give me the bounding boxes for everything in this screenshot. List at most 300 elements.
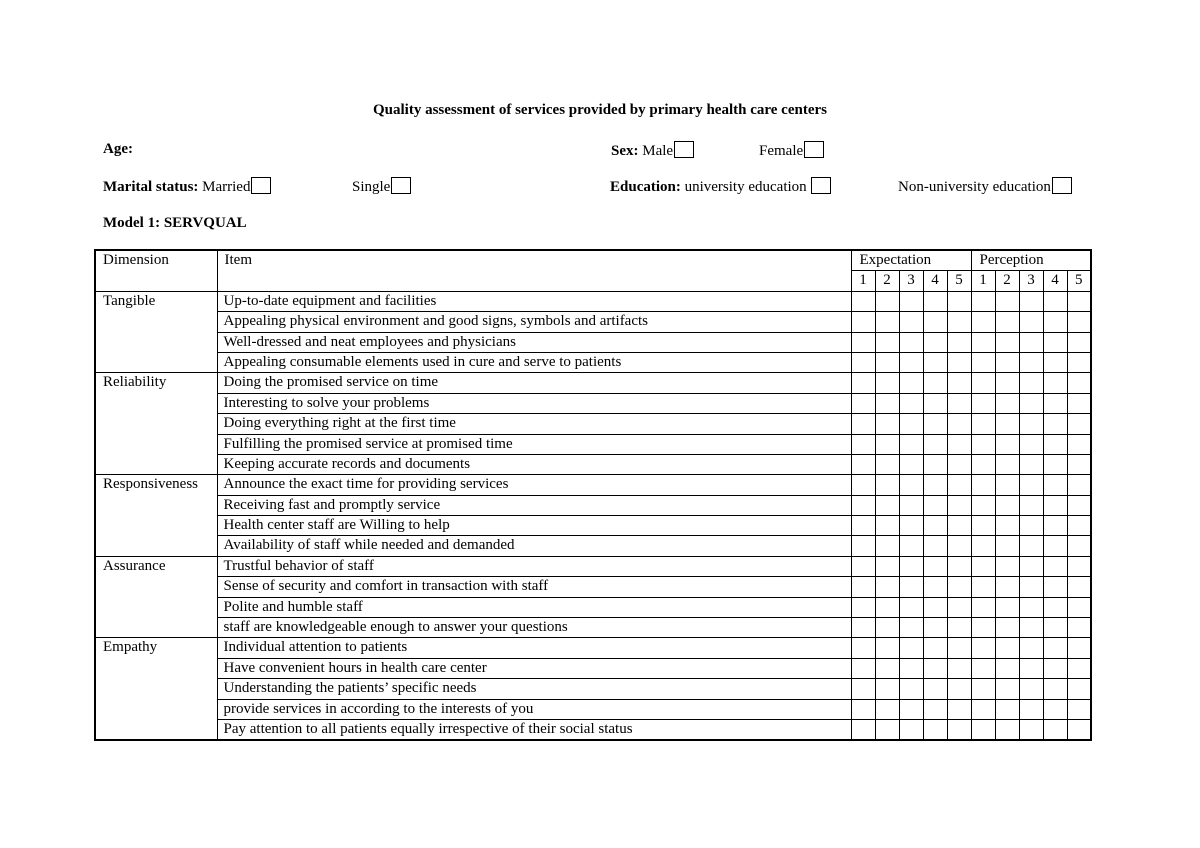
expectation-rating-cell[interactable] <box>899 414 923 434</box>
perception-rating-cell[interactable] <box>1043 516 1067 536</box>
perception-rating-cell[interactable] <box>1019 719 1043 740</box>
perception-scale-5: 5 <box>1067 271 1091 291</box>
expectation-rating-cell[interactable] <box>851 475 875 495</box>
expectation-rating-cell[interactable] <box>947 618 971 638</box>
perception-rating-cell[interactable] <box>971 719 995 740</box>
perception-rating-cell[interactable] <box>1019 291 1043 311</box>
item-cell: Doing the promised service on time <box>217 373 851 393</box>
expectation-rating-cell[interactable] <box>875 597 899 617</box>
perception-rating-cell[interactable] <box>1019 454 1043 474</box>
expectation-rating-cell[interactable] <box>899 332 923 352</box>
expectation-rating-cell[interactable] <box>875 312 899 332</box>
perception-rating-cell[interactable] <box>1043 291 1067 311</box>
expectation-rating-cell[interactable] <box>851 393 875 413</box>
expectation-rating-cell[interactable] <box>899 577 923 597</box>
expectation-rating-cell[interactable] <box>851 577 875 597</box>
perception-rating-cell[interactable] <box>971 638 995 658</box>
expectation-rating-cell[interactable] <box>851 597 875 617</box>
perception-rating-cell[interactable] <box>1019 536 1043 556</box>
item-cell: Doing everything right at the first time <box>217 414 851 434</box>
expectation-rating-cell[interactable] <box>899 658 923 678</box>
expectation-rating-cell[interactable] <box>923 495 947 515</box>
perception-rating-cell[interactable] <box>971 352 995 372</box>
perception-rating-cell[interactable] <box>1019 332 1043 352</box>
expectation-rating-cell[interactable] <box>875 495 899 515</box>
expectation-rating-cell[interactable] <box>923 352 947 372</box>
expectation-rating-cell[interactable] <box>923 312 947 332</box>
expectation-rating-cell[interactable] <box>947 475 971 495</box>
expectation-rating-cell[interactable] <box>851 556 875 576</box>
university-checkbox[interactable] <box>811 177 831 194</box>
sex-field <box>611 141 694 160</box>
perception-rating-cell[interactable] <box>995 597 1019 617</box>
expectation-rating-cell[interactable] <box>947 556 971 576</box>
expectation-rating-cell[interactable] <box>899 312 923 332</box>
expectation-rating-cell[interactable] <box>947 312 971 332</box>
expectation-rating-cell[interactable] <box>875 638 899 658</box>
expectation-rating-cell[interactable] <box>875 475 899 495</box>
perception-rating-cell[interactable] <box>1067 516 1091 536</box>
expectation-rating-cell[interactable] <box>947 679 971 699</box>
expectation-rating-cell[interactable] <box>851 699 875 719</box>
perception-rating-cell[interactable] <box>1043 475 1067 495</box>
perception-rating-cell[interactable] <box>971 475 995 495</box>
perception-rating-cell[interactable] <box>1067 577 1091 597</box>
perception-rating-cell[interactable] <box>1019 495 1043 515</box>
perception-rating-cell[interactable] <box>1019 556 1043 576</box>
perception-rating-cell[interactable] <box>1067 719 1091 740</box>
perception-scale-2: 2 <box>995 271 1019 291</box>
perception-rating-cell[interactable] <box>1067 699 1091 719</box>
married-label: Married <box>202 179 251 195</box>
perception-rating-cell[interactable] <box>1043 414 1067 434</box>
expectation-rating-cell[interactable] <box>923 414 947 434</box>
single-checkbox[interactable] <box>391 177 411 194</box>
expectation-scale-4: 4 <box>923 271 947 291</box>
expectation-rating-cell[interactable] <box>923 699 947 719</box>
perception-rating-cell[interactable] <box>971 414 995 434</box>
perception-rating-cell[interactable] <box>1067 618 1091 638</box>
expectation-scale-2: 2 <box>875 271 899 291</box>
table-row <box>95 434 1091 454</box>
female-label: Female <box>759 143 804 159</box>
perception-rating-cell[interactable] <box>1043 658 1067 678</box>
perception-rating-cell[interactable] <box>971 312 995 332</box>
perception-scale-1: 1 <box>971 271 995 291</box>
perception-rating-cell[interactable] <box>1043 495 1067 515</box>
perception-rating-cell[interactable] <box>1067 495 1091 515</box>
page-title: Quality assessment of services provided by primary health care centers <box>373 102 827 118</box>
perception-rating-cell[interactable] <box>995 434 1019 454</box>
expectation-scale-3: 3 <box>899 271 923 291</box>
perception-rating-cell[interactable] <box>1019 312 1043 332</box>
expectation-rating-cell[interactable] <box>899 638 923 658</box>
expectation-rating-cell[interactable] <box>947 332 971 352</box>
perception-rating-cell[interactable] <box>1067 312 1091 332</box>
item-cell: Understanding the patients’ specific needs <box>217 679 851 699</box>
perception-rating-cell[interactable] <box>1043 373 1067 393</box>
perception-rating-cell[interactable] <box>1019 577 1043 597</box>
expectation-rating-cell[interactable] <box>923 556 947 576</box>
perception-rating-cell[interactable] <box>971 679 995 699</box>
perception-rating-cell[interactable] <box>995 618 1019 638</box>
perception-rating-cell[interactable] <box>1067 679 1091 699</box>
perception-rating-cell[interactable] <box>971 393 995 413</box>
perception-rating-cell[interactable] <box>995 638 1019 658</box>
perception-rating-cell[interactable] <box>995 332 1019 352</box>
expectation-rating-cell[interactable] <box>899 434 923 454</box>
perception-rating-cell[interactable] <box>1043 312 1067 332</box>
expectation-rating-cell[interactable] <box>851 434 875 454</box>
expectation-rating-cell[interactable] <box>947 516 971 536</box>
perception-rating-cell[interactable] <box>1067 332 1091 352</box>
expectation-rating-cell[interactable] <box>899 618 923 638</box>
expectation-rating-cell[interactable] <box>875 556 899 576</box>
table-row <box>95 454 1091 474</box>
table-row <box>95 495 1091 515</box>
dimension-cell: Tangible <box>95 291 217 373</box>
table-row <box>95 475 1091 495</box>
table-row <box>95 291 1091 311</box>
item-cell: Appealing physical environment and good signs, symbols and artifacts <box>217 312 851 332</box>
expectation-scale-5: 5 <box>947 271 971 291</box>
perception-rating-cell[interactable] <box>995 352 1019 372</box>
perception-rating-cell[interactable] <box>1067 597 1091 617</box>
table-row <box>95 393 1091 413</box>
perception-rating-cell[interactable] <box>971 536 995 556</box>
perception-rating-cell[interactable] <box>995 393 1019 413</box>
table-row <box>95 638 1091 658</box>
item-cell: Keeping accurate records and documents <box>217 454 851 474</box>
item-cell: Polite and humble staff <box>217 597 851 617</box>
perception-rating-cell[interactable] <box>1067 454 1091 474</box>
expectation-rating-cell[interactable] <box>899 679 923 699</box>
expectation-rating-cell[interactable] <box>875 699 899 719</box>
expectation-rating-cell[interactable] <box>923 719 947 740</box>
perception-rating-cell[interactable] <box>1067 352 1091 372</box>
expectation-rating-cell[interactable] <box>923 597 947 617</box>
perception-rating-cell[interactable] <box>971 332 995 352</box>
expectation-rating-cell[interactable] <box>947 393 971 413</box>
perception-scale-4: 4 <box>1043 271 1067 291</box>
expectation-rating-cell[interactable] <box>851 352 875 372</box>
perception-rating-cell[interactable] <box>971 516 995 536</box>
perception-rating-cell[interactable] <box>1043 332 1067 352</box>
table-row <box>95 536 1091 556</box>
item-cell: Have convenient hours in health care center <box>217 658 851 678</box>
perception-rating-cell[interactable] <box>995 679 1019 699</box>
expectation-header: Expectation <box>851 250 971 271</box>
expectation-rating-cell[interactable] <box>947 536 971 556</box>
perception-rating-cell[interactable] <box>1067 638 1091 658</box>
expectation-rating-cell[interactable] <box>851 638 875 658</box>
item-cell: Pay attention to all patients equally irrespective of their social status <box>217 719 851 740</box>
perception-rating-cell[interactable] <box>1043 719 1067 740</box>
expectation-rating-cell[interactable] <box>923 536 947 556</box>
perception-rating-cell[interactable] <box>1043 434 1067 454</box>
perception-rating-cell[interactable] <box>971 495 995 515</box>
expectation-rating-cell[interactable] <box>923 393 947 413</box>
expectation-rating-cell[interactable] <box>851 516 875 536</box>
expectation-rating-cell[interactable] <box>923 658 947 678</box>
expectation-rating-cell[interactable] <box>947 352 971 372</box>
perception-rating-cell[interactable] <box>995 475 1019 495</box>
education-label: Education: <box>610 179 681 195</box>
perception-rating-cell[interactable] <box>995 414 1019 434</box>
table-row <box>95 658 1091 678</box>
perception-rating-cell[interactable] <box>1067 393 1091 413</box>
expectation-rating-cell[interactable] <box>851 454 875 474</box>
table-row <box>95 679 1091 699</box>
expectation-rating-cell[interactable] <box>947 719 971 740</box>
expectation-rating-cell[interactable] <box>923 454 947 474</box>
expectation-rating-cell[interactable] <box>875 516 899 536</box>
expectation-rating-cell[interactable] <box>875 352 899 372</box>
perception-rating-cell[interactable] <box>1067 536 1091 556</box>
table-row <box>95 312 1091 332</box>
marital-field <box>103 177 271 196</box>
expectation-rating-cell[interactable] <box>851 536 875 556</box>
table-row <box>95 597 1091 617</box>
expectation-rating-cell[interactable] <box>851 618 875 638</box>
dimension-header: Dimension <box>95 250 217 291</box>
item-cell: Individual attention to patients <box>217 638 851 658</box>
single-label: Single <box>352 179 391 195</box>
expectation-rating-cell[interactable] <box>875 454 899 474</box>
perception-rating-cell[interactable] <box>1043 536 1067 556</box>
expectation-rating-cell[interactable] <box>947 495 971 515</box>
male-checkbox[interactable] <box>674 141 694 158</box>
expectation-rating-cell[interactable] <box>899 454 923 474</box>
perception-rating-cell[interactable] <box>1019 393 1043 413</box>
perception-rating-cell[interactable] <box>995 699 1019 719</box>
expectation-rating-cell[interactable] <box>899 699 923 719</box>
perception-rating-cell[interactable] <box>995 454 1019 474</box>
item-cell: Interesting to solve your problems <box>217 393 851 413</box>
expectation-rating-cell[interactable] <box>923 679 947 699</box>
perception-rating-cell[interactable] <box>971 597 995 617</box>
perception-rating-cell[interactable] <box>995 536 1019 556</box>
perception-rating-cell[interactable] <box>971 291 995 311</box>
expectation-rating-cell[interactable] <box>851 495 875 515</box>
expectation-rating-cell[interactable] <box>851 373 875 393</box>
education-field <box>610 177 831 196</box>
perception-rating-cell[interactable] <box>1043 454 1067 474</box>
expectation-rating-cell[interactable] <box>875 679 899 699</box>
female-field <box>759 141 824 160</box>
female-checkbox[interactable] <box>804 141 824 158</box>
expectation-rating-cell[interactable] <box>947 577 971 597</box>
perception-rating-cell[interactable] <box>995 658 1019 678</box>
expectation-rating-cell[interactable] <box>899 516 923 536</box>
table-row <box>95 618 1091 638</box>
expectation-rating-cell[interactable] <box>923 516 947 536</box>
perception-rating-cell[interactable] <box>995 719 1019 740</box>
perception-rating-cell[interactable] <box>1043 618 1067 638</box>
expectation-rating-cell[interactable] <box>923 332 947 352</box>
item-cell: Trustful behavior of staff <box>217 556 851 576</box>
expectation-rating-cell[interactable] <box>899 597 923 617</box>
table-row <box>95 719 1091 740</box>
expectation-rating-cell[interactable] <box>899 393 923 413</box>
expectation-rating-cell[interactable] <box>947 638 971 658</box>
table-row <box>95 516 1091 536</box>
perception-rating-cell[interactable] <box>1019 638 1043 658</box>
expectation-rating-cell[interactable] <box>899 291 923 311</box>
perception-rating-cell[interactable] <box>971 454 995 474</box>
perception-rating-cell[interactable] <box>1019 434 1043 454</box>
expectation-rating-cell[interactable] <box>851 291 875 311</box>
expectation-rating-cell[interactable] <box>923 291 947 311</box>
perception-rating-cell[interactable] <box>971 577 995 597</box>
table-row <box>95 577 1091 597</box>
perception-rating-cell[interactable] <box>1043 556 1067 576</box>
expectation-rating-cell[interactable] <box>947 597 971 617</box>
expectation-rating-cell[interactable] <box>875 434 899 454</box>
perception-rating-cell[interactable] <box>971 556 995 576</box>
expectation-rating-cell[interactable] <box>899 719 923 740</box>
dimension-cell: Assurance <box>95 556 217 638</box>
perception-rating-cell[interactable] <box>1067 414 1091 434</box>
married-checkbox[interactable] <box>251 177 271 194</box>
table-row <box>95 556 1091 576</box>
item-cell: Fulfilling the promised service at promised time <box>217 434 851 454</box>
expectation-rating-cell[interactable] <box>923 638 947 658</box>
perception-rating-cell[interactable] <box>1019 658 1043 678</box>
perception-rating-cell[interactable] <box>995 291 1019 311</box>
expectation-rating-cell[interactable] <box>947 658 971 678</box>
expectation-rating-cell[interactable] <box>947 434 971 454</box>
perception-rating-cell[interactable] <box>1043 679 1067 699</box>
expectation-rating-cell[interactable] <box>851 658 875 678</box>
perception-rating-cell[interactable] <box>995 556 1019 576</box>
perception-rating-cell[interactable] <box>995 312 1019 332</box>
male-label: Male <box>642 143 674 159</box>
expectation-rating-cell[interactable] <box>875 577 899 597</box>
expectation-rating-cell[interactable] <box>899 536 923 556</box>
item-cell: Health center staff are Willing to help <box>217 516 851 536</box>
perception-rating-cell[interactable] <box>971 618 995 638</box>
expectation-rating-cell[interactable] <box>923 618 947 638</box>
single-field <box>352 177 411 196</box>
table-row <box>95 332 1091 352</box>
perception-rating-cell[interactable] <box>1019 679 1043 699</box>
perception-rating-cell[interactable] <box>995 577 1019 597</box>
perception-rating-cell[interactable] <box>1019 618 1043 638</box>
expectation-rating-cell[interactable] <box>923 434 947 454</box>
age-label: Age: <box>103 141 133 157</box>
item-cell: Announce the exact time for providing services <box>217 475 851 495</box>
item-cell: provide services in according to the interests of you <box>217 699 851 719</box>
expectation-scale-1: 1 <box>851 271 875 291</box>
expectation-rating-cell[interactable] <box>875 658 899 678</box>
perception-rating-cell[interactable] <box>995 373 1019 393</box>
table-row <box>95 352 1091 372</box>
expectation-rating-cell[interactable] <box>947 414 971 434</box>
item-header: Item <box>217 250 851 291</box>
expectation-rating-cell[interactable] <box>875 618 899 638</box>
expectation-rating-cell[interactable] <box>923 475 947 495</box>
expectation-rating-cell[interactable] <box>947 454 971 474</box>
perception-rating-cell[interactable] <box>1067 373 1091 393</box>
perception-rating-cell[interactable] <box>1043 352 1067 372</box>
expectation-rating-cell[interactable] <box>899 373 923 393</box>
perception-rating-cell[interactable] <box>1043 577 1067 597</box>
expectation-rating-cell[interactable] <box>923 577 947 597</box>
item-cell: Up-to-date equipment and facilities <box>217 291 851 311</box>
expectation-rating-cell[interactable] <box>875 536 899 556</box>
expectation-rating-cell[interactable] <box>875 414 899 434</box>
dimension-cell: Empathy <box>95 638 217 740</box>
expectation-rating-cell[interactable] <box>899 556 923 576</box>
perception-rating-cell[interactable] <box>971 373 995 393</box>
perception-rating-cell[interactable] <box>1067 291 1091 311</box>
expectation-rating-cell[interactable] <box>851 414 875 434</box>
expectation-rating-cell[interactable] <box>851 332 875 352</box>
perception-rating-cell[interactable] <box>1067 434 1091 454</box>
perception-rating-cell[interactable] <box>1019 352 1043 372</box>
marital-label: Marital status: <box>103 179 199 195</box>
expectation-rating-cell[interactable] <box>875 393 899 413</box>
perception-rating-cell[interactable] <box>1043 597 1067 617</box>
expectation-rating-cell[interactable] <box>947 699 971 719</box>
dimension-cell: Responsiveness <box>95 475 217 557</box>
non-university-label: Non-university education <box>898 179 1051 195</box>
item-cell: Availability of staff while needed and demanded <box>217 536 851 556</box>
expectation-rating-cell[interactable] <box>923 373 947 393</box>
perception-scale-3: 3 <box>1019 271 1043 291</box>
expectation-rating-cell[interactable] <box>899 475 923 495</box>
table-row <box>95 414 1091 434</box>
perception-rating-cell[interactable] <box>1067 658 1091 678</box>
perception-rating-cell[interactable] <box>1043 393 1067 413</box>
perception-rating-cell[interactable] <box>1067 475 1091 495</box>
expectation-rating-cell[interactable] <box>875 719 899 740</box>
item-cell: staff are knowledgeable enough to answer your questions <box>217 618 851 638</box>
perception-rating-cell[interactable] <box>1019 699 1043 719</box>
perception-rating-cell[interactable] <box>1019 597 1043 617</box>
expectation-rating-cell[interactable] <box>851 312 875 332</box>
perception-rating-cell[interactable] <box>995 516 1019 536</box>
perception-rating-cell[interactable] <box>1043 699 1067 719</box>
item-cell: Well-dressed and neat employees and physicians <box>217 332 851 352</box>
perception-rating-cell[interactable] <box>971 699 995 719</box>
sex-label: Sex: <box>611 143 639 159</box>
model-title: Model 1: SERVQUAL <box>103 215 247 231</box>
table-row <box>95 699 1091 719</box>
expectation-rating-cell[interactable] <box>875 332 899 352</box>
expectation-rating-cell[interactable] <box>851 679 875 699</box>
expectation-rating-cell[interactable] <box>947 373 971 393</box>
non-university-checkbox[interactable] <box>1052 177 1072 194</box>
perception-rating-cell[interactable] <box>1019 475 1043 495</box>
perception-rating-cell[interactable] <box>971 434 995 454</box>
expectation-rating-cell[interactable] <box>875 373 899 393</box>
expectation-rating-cell[interactable] <box>947 291 971 311</box>
perception-rating-cell[interactable] <box>1043 638 1067 658</box>
perception-rating-cell[interactable] <box>995 495 1019 515</box>
perception-rating-cell[interactable] <box>1019 414 1043 434</box>
expectation-rating-cell[interactable] <box>875 291 899 311</box>
perception-rating-cell[interactable] <box>1019 516 1043 536</box>
perception-rating-cell[interactable] <box>1019 373 1043 393</box>
expectation-rating-cell[interactable] <box>899 495 923 515</box>
perception-rating-cell[interactable] <box>1067 556 1091 576</box>
non-university-field <box>898 177 1072 196</box>
expectation-rating-cell[interactable] <box>851 719 875 740</box>
expectation-rating-cell[interactable] <box>899 352 923 372</box>
perception-rating-cell[interactable] <box>971 658 995 678</box>
